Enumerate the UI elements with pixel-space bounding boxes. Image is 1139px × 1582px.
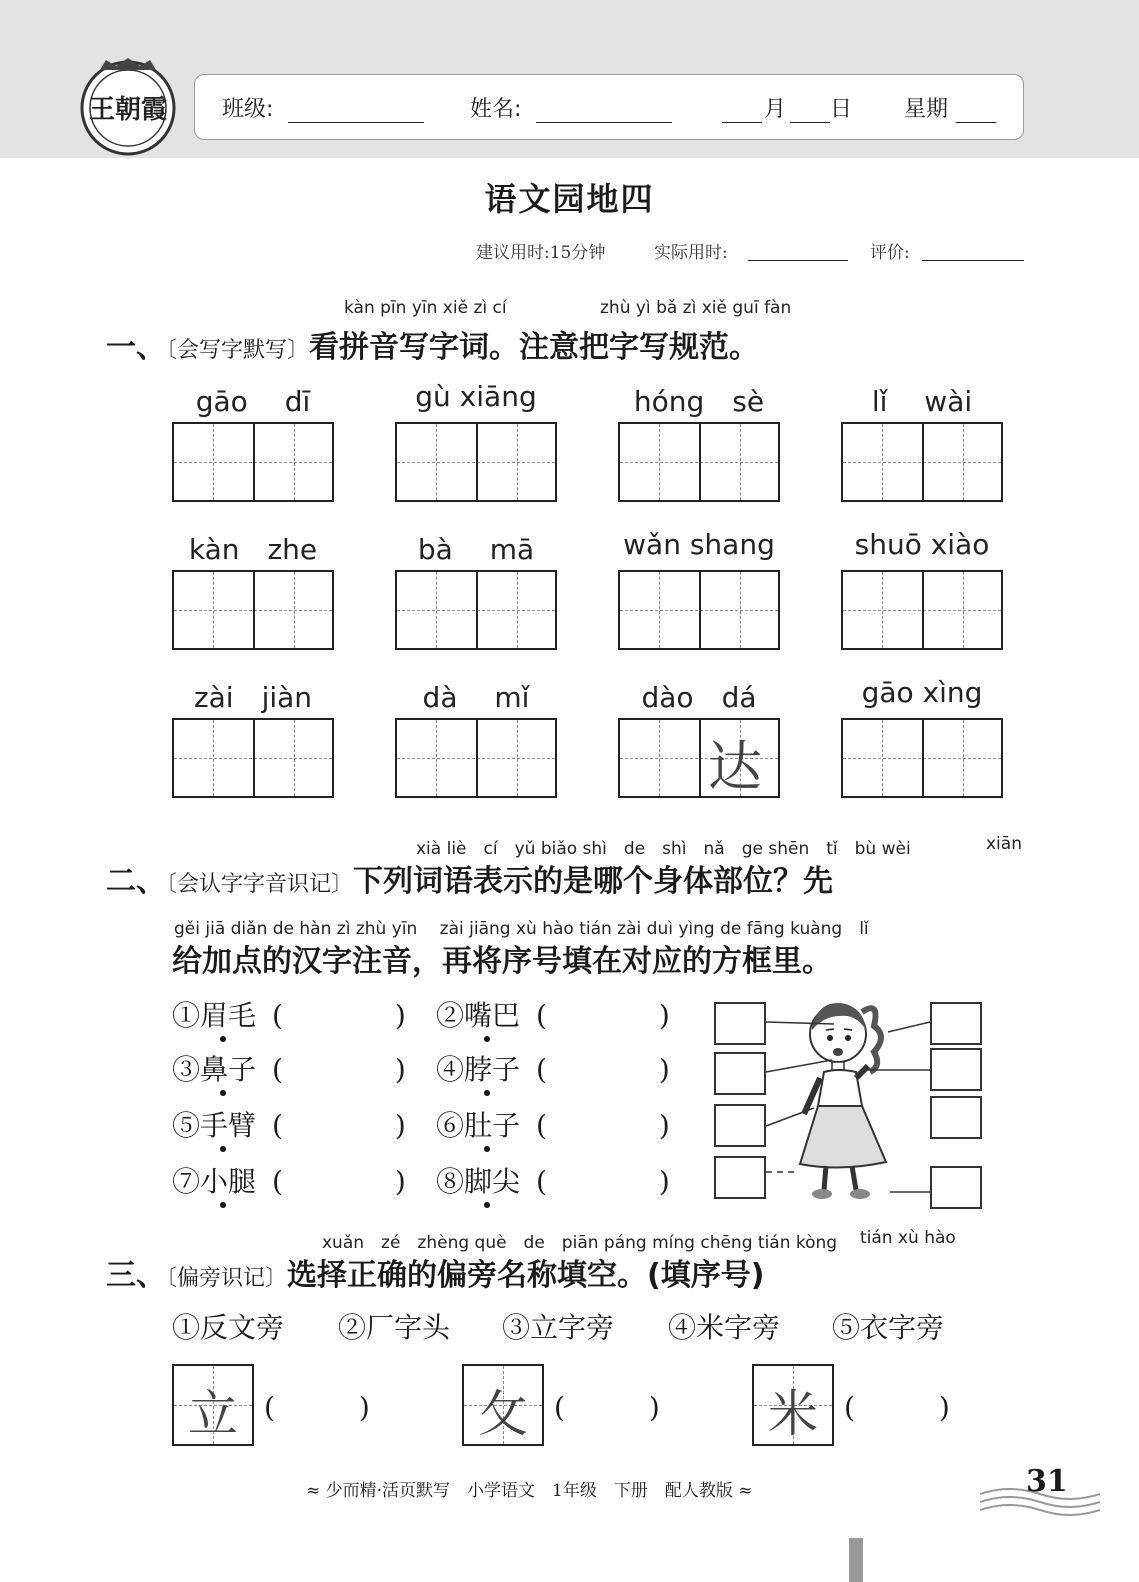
- svg-text:王朝霞: 王朝霞: [88, 95, 168, 125]
- writing-box[interactable]: [841, 718, 1003, 798]
- answer-box-left-3[interactable]: [714, 1104, 766, 1147]
- word-pinyin: shuō xiào: [854, 528, 990, 561]
- section1-tag: 〔会写字默写〕: [166, 338, 310, 363]
- answer-box-left-2[interactable]: [714, 1052, 766, 1095]
- word-pinyin: bà mā: [417, 533, 535, 566]
- page-number: 31: [1026, 1464, 1068, 1499]
- writing-box[interactable]: [395, 718, 557, 798]
- body-part-item: [436, 994, 520, 1034]
- radical-char-3: 米: [768, 1385, 818, 1443]
- emphasis-dot: [484, 1090, 490, 1096]
- student-info-box: [194, 74, 1024, 140]
- section2-line1: 下列词语表示的是哪个身体部位？先: [353, 864, 834, 899]
- emphasis-dot: [220, 1036, 226, 1042]
- word-pinyin: kàn zhe: [188, 533, 318, 566]
- item-word: 鼻子: [200, 1053, 257, 1086]
- pinyin-answer-field[interactable]: ( ): [536, 1109, 670, 1142]
- pinyin-answer-field[interactable]: ( ): [272, 1165, 406, 1198]
- day-label: 日: [830, 97, 853, 122]
- answer-box-left-4[interactable]: [714, 1156, 766, 1199]
- radical-char-1: 立: [188, 1385, 238, 1443]
- s3-pinyin-end: tián xù hào: [860, 1228, 956, 1248]
- word-pinyin: zài jiàn: [193, 681, 313, 714]
- radical-char-box-1: [172, 1364, 254, 1446]
- writing-box[interactable]: [172, 570, 334, 650]
- s1-pinyin-a: kàn pīn yīn xiě zì cí: [344, 298, 507, 318]
- radical-option-3: ③立字旁: [502, 1311, 615, 1344]
- word-pinyin: lǐ wài: [871, 385, 973, 418]
- pinyin-answer-field[interactable]: ( ): [272, 1109, 406, 1142]
- section3-heading: [106, 1250, 764, 1294]
- writing-box[interactable]: [172, 718, 334, 798]
- item-word: 小腿: [200, 1165, 257, 1198]
- word-pinyin: dào dá: [641, 681, 757, 714]
- section1-heading: [106, 322, 759, 366]
- pinyin-answer-field[interactable]: ( ): [272, 999, 406, 1032]
- writing-box[interactable]: [618, 422, 780, 502]
- given-character: 达: [708, 735, 762, 798]
- answer-box-left-1[interactable]: [714, 1002, 766, 1045]
- section2-line2: 给加点的汉字注音，再将序号填在对应的方框里。: [172, 944, 832, 979]
- s2-line1-pinyin-end: xiān: [986, 834, 1022, 854]
- pinyin-answer-field[interactable]: ( ): [536, 999, 670, 1032]
- item-word: 肚子: [464, 1109, 521, 1142]
- item-number: ⑧: [436, 1165, 465, 1198]
- class-label: 班级:: [222, 97, 274, 122]
- item-word: 嘴巴: [464, 999, 521, 1032]
- item-number: ②: [436, 999, 465, 1032]
- section3-tag: 〔偏旁识记〕: [166, 1266, 288, 1291]
- writing-box[interactable]: [841, 570, 1003, 650]
- evaluation-label: 评价:: [870, 243, 910, 263]
- day-field[interactable]: [790, 122, 830, 123]
- emphasis-dot: [484, 1146, 490, 1152]
- writing-box[interactable]: [618, 570, 780, 650]
- word-pinyin: gù xiāng: [415, 380, 537, 413]
- writing-box[interactable]: [395, 422, 557, 502]
- emphasis-dot: [484, 1036, 490, 1042]
- word-pinyin: wǎn shang: [623, 528, 775, 561]
- item-number: ①: [172, 999, 201, 1032]
- s2-line1-pinyin: xià liè cí yǔ biǎo shì de shì nǎ ge shēn tǐ bù wèi: [416, 839, 911, 859]
- word-pinyin: gāo xìng: [861, 676, 983, 709]
- pinyin-answer-field[interactable]: ( ): [536, 1165, 670, 1198]
- section1-number: 一、: [106, 330, 166, 365]
- word-pinyin: dà mǐ: [422, 681, 530, 714]
- s3-pinyin: xuǎn zé zhèng què de piān páng míng chēng tián kòng: [322, 1233, 838, 1253]
- writing-box[interactable]: [618, 718, 780, 798]
- emphasis-dot: [484, 1202, 490, 1208]
- section3-number: 三、: [106, 1258, 166, 1293]
- pinyin-answer-field[interactable]: ( ): [272, 1053, 406, 1086]
- body-part-item: [436, 1048, 520, 1088]
- body-part-item: [172, 1160, 256, 1200]
- radical-option-2: ②厂字头: [338, 1311, 451, 1344]
- class-field[interactable]: [288, 122, 424, 123]
- section1-instruction: 看拼音写字词。注意把字写规范。: [309, 330, 760, 365]
- item-word: 眉毛: [200, 999, 257, 1032]
- word-pinyin: gāo dī: [195, 385, 311, 418]
- item-number: ⑤: [172, 1109, 201, 1142]
- radical-answer-1[interactable]: ( ): [264, 1391, 370, 1424]
- emphasis-dot: [220, 1090, 226, 1096]
- radical-char-box-2: [462, 1364, 544, 1446]
- word-pinyin: hóng sè: [633, 385, 765, 418]
- radical-option-5: ⑤衣字旁: [832, 1311, 945, 1344]
- emphasis-dot: [220, 1202, 226, 1208]
- answer-box-right-3[interactable]: [930, 1096, 982, 1139]
- suggested-time: 建议用时:15分钟: [476, 243, 606, 263]
- month-label: 月: [764, 97, 787, 122]
- answer-box-right-4[interactable]: [930, 1166, 982, 1209]
- item-word: 手臂: [200, 1109, 257, 1142]
- item-number: ④: [436, 1053, 465, 1086]
- name-field[interactable]: [536, 122, 672, 123]
- item-word: 脖子: [464, 1053, 521, 1086]
- actual-time-label: 实际用时:: [654, 243, 728, 263]
- month-field[interactable]: [722, 122, 762, 123]
- pinyin-answer-field[interactable]: ( ): [536, 1053, 670, 1086]
- body-part-item: [172, 1048, 256, 1088]
- radical-option-1: ①反文旁: [172, 1311, 285, 1344]
- name-label: 姓名:: [470, 97, 522, 122]
- page-title: 语文园地四: [484, 180, 655, 218]
- radical-char-box-3: [752, 1364, 834, 1446]
- section2-heading: [106, 856, 833, 900]
- radical-answer-3[interactable]: ( ): [844, 1391, 950, 1424]
- writing-box[interactable]: [841, 422, 1003, 502]
- item-number: ③: [172, 1053, 201, 1086]
- section2-number: 二、: [106, 864, 166, 899]
- writing-box[interactable]: [395, 570, 557, 650]
- week-label: 星期: [904, 97, 949, 122]
- item-number: ⑦: [172, 1165, 201, 1198]
- week-field[interactable]: [956, 122, 996, 123]
- answer-box-right-1[interactable]: [930, 1002, 982, 1045]
- page-tab: [849, 1538, 863, 1582]
- s2-line2-pinyin: gěi jiā diǎn de hàn zì zhù yīn zài jiāng xù hào tián zài duì yìng de fāng kuàng lǐ: [174, 919, 869, 939]
- s1-pinyin-b: zhù yì bǎ zì xiě guī fàn: [600, 298, 792, 318]
- writing-box[interactable]: [172, 422, 334, 502]
- evaluation-field[interactable]: [922, 260, 1024, 261]
- section3-instruction: 选择正确的偏旁名称填空。(填序号): [287, 1258, 765, 1293]
- radical-option-4: ④米字旁: [668, 1311, 781, 1344]
- logo-seal: [78, 56, 178, 156]
- body-part-item: [436, 1104, 520, 1144]
- body-part-item: [172, 994, 256, 1034]
- footer-text: ≈ 少而精·活页默写 小学语文 1年级 下册 配人教版 ≈: [306, 1481, 753, 1501]
- radical-char-2: 攵: [478, 1385, 528, 1443]
- actual-time-field[interactable]: [748, 260, 848, 261]
- body-part-item: [436, 1160, 520, 1200]
- body-part-item: [172, 1104, 256, 1144]
- radical-answer-2[interactable]: ( ): [554, 1391, 660, 1424]
- answer-box-right-2[interactable]: [930, 1048, 982, 1091]
- item-word: 脚尖: [464, 1165, 521, 1198]
- emphasis-dot: [220, 1146, 226, 1152]
- section2-tag: 〔会认字字音识记〕: [166, 872, 354, 897]
- item-number: ⑥: [436, 1109, 465, 1142]
